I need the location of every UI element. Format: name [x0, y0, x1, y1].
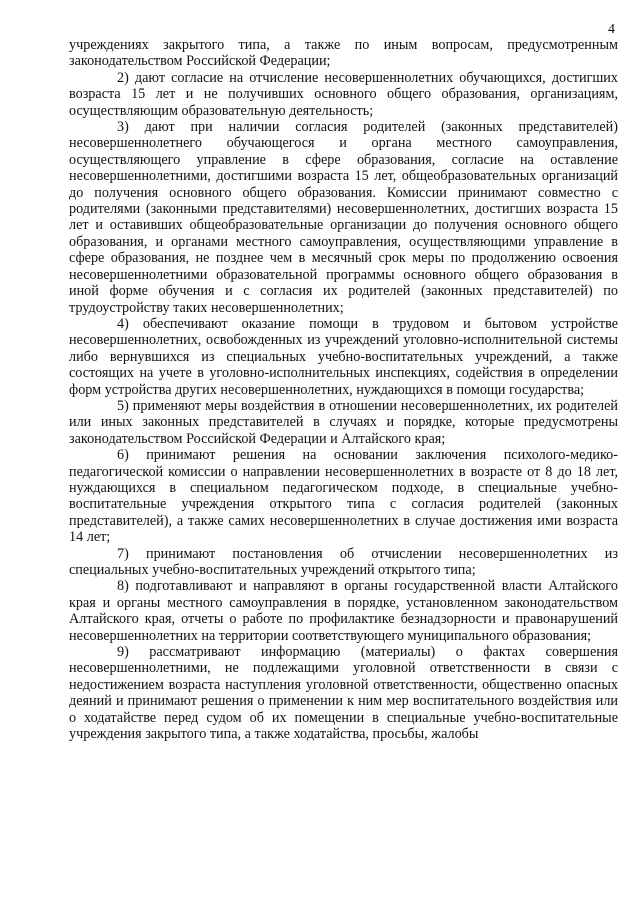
page-number: 4: [608, 22, 615, 37]
paragraph-item-2: 2) дают согласие на отчисление несовершеннолетних обучающихся, достигших возраста 15 лет и не получивших основного общего образования, организациям, осуществляющим образовательную деятельность;: [69, 69, 618, 119]
document-body: [69, 37, 618, 742]
paragraph-item-3: 3) дают при наличии согласия родителей (законных представителей) несовершеннолетнего обучающегося и органа местного самоуправления, осуществляющего управление в сфере образования, согласие на оставление несовершеннолетними, достигшими возраста 15 лет, общеобразовательных организаций до получения основного общего образования. Комиссии принимают совместно с родителями (законными представителями) несовершеннолетних, достигших возраста 15 лет и оставивших общеобразовательные организации до получения основного общего образования, и органами местного самоуправления, осуществляющими управление в сфере образования, не позднее чем в месячный срок меры по продолжению освоения несовершеннолетними образовательной программы основного общего образования в иной форме обучения и с согласия их родителей (законных представителей) по трудоустройству таких несовершеннолетних;: [69, 119, 618, 316]
paragraph-item-5: 5) применяют меры воздействия в отношении несовершеннолетних, их родителей или иных законных представителей в случаях и порядке, которые предусмотрены законодательством Российской Федерации и Алтайского края;: [69, 397, 618, 447]
paragraph-item-9: 9) рассматривают информацию (материалы) о фактах совершения несовершеннолетними, не подлежащими уголовной ответственности в связи с недостижением возраста наступления уголовной ответственности, общественно опасных деяний и принимают решения о применении к ним мер воспитательного воздействия или о ходатайстве перед судом об их помещении в специальные учебно-воспитательные учреждения закрытого типа, а также ходатайства, просьбы, жалобы: [69, 644, 618, 743]
paragraph-item-6: 6) принимают решения на основании заключения психолого-медико-педагогической комиссии о направлении несовершеннолетних в возрасте от 8 до 18 лет, нуждающихся в специальном педагогическом подходе, в специальные учебно-воспитательные учреждения открытого типа с согласия родителей (законных представителей), а также самих несовершеннолетних в случае достижения ими возраста 14 лет;: [69, 447, 618, 546]
paragraph-item-4: 4) обеспечивают оказание помощи в трудовом и бытовом устройстве несовершеннолетних, освобожденных из учреждений уголовно-исполнительной системы либо вернувшихся из специальных учебно-воспитательных учреждений, а также состоящих на учете в уголовно-исполнительных инспекциях, содействия в определении форм устройства других несовершеннолетних, нуждающихся в помощи государства;: [69, 315, 618, 398]
paragraph-item-8: 8) подготавливают и направляют в органы государственной власти Алтайского края и органы местного самоуправления в порядке, установленном законодательством Алтайского края, отчеты о работе по профилактике безнадзорности и правонарушений несовершеннолетних на территории соответствующего муниципального образования;: [69, 578, 618, 644]
paragraph-continuation: учреждениях закрытого типа, а также по иным вопросам, предусмотренным законодательством Российской Федерации;: [69, 37, 618, 70]
paragraph-item-7: 7) принимают постановления об отчислении несовершеннолетних из специальных учебно-воспитательных учреждений открытого типа;: [69, 545, 618, 578]
